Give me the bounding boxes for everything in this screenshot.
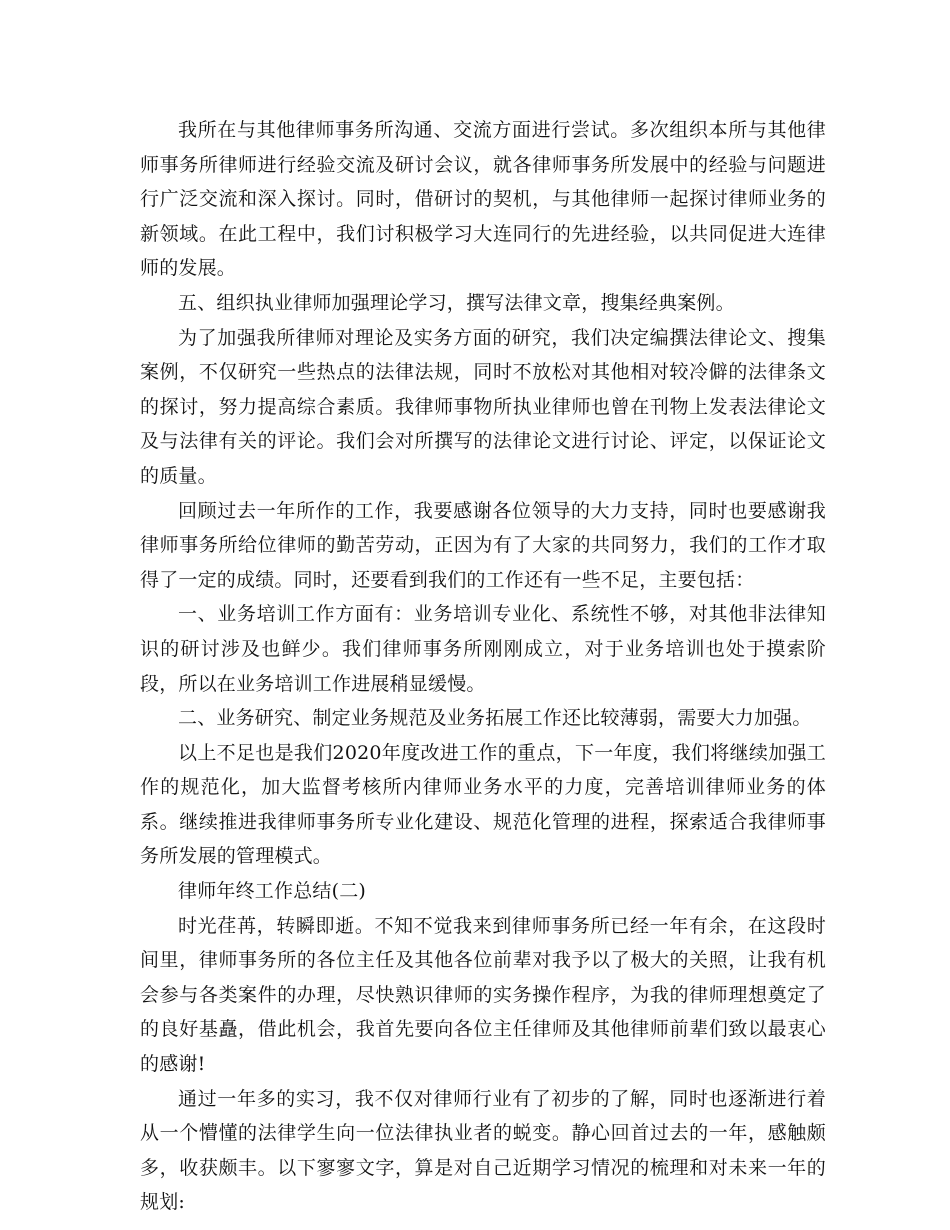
paragraph: 为了加强我所律师对理论及实务方面的研究，我们决定编撰法律论文、搜集案例，不仅研究一些热点的法律法规，同时不放松对其他相对较冷僻的法律条文的探讨，努力提高综合素质。我律师事物所执业律师也曾在刊物上发表法律论文及与法律有关的评论。我们会对所撰写的法律论文进行讨论、评定，以保证论文的质量。: [140, 326, 826, 487]
paragraph: 时光荏苒，转瞬即逝。不知不觉我来到律师事务所已经一年有余，在这段时间里，律师事务所的各位主任及其他各位前辈对我予以了极大的关照，让我有机会参与各类案件的办理，尽快熟识律师的实务操作程序，为我的律师理想奠定了的良好基矗，借此机会，我首先要向各位主任律师及其他律师前辈们致以最衷心的感谢!: [140, 914, 826, 1076]
paragraph: 以上不足也是我们2020年度改进工作的重点，下一年度，我们将继续加强工作的规范化，加大监督考核所内律师业务水平的力度，完善培训律师业务的体系。继续推进我律师事务所专业化建设、规范化管理的进程，探索适合我律师事务所发展的管理模式。: [140, 741, 826, 868]
paragraph: 我所在与其他律师事务所沟通、交流方面进行尝试。多次组织本所与其他律师事务所律师进行经验交流及研讨会议，就各律师事务所发展中的经验与问题进行广泛交流和深入探讨。同时，借研讨的契机，与其他律师一起探讨律师业务的新领域。在此工程中，我们讨积极学习大连同行的先进经验，以共同促进大连律师的发展。: [140, 119, 826, 280]
paragraph: 二、业务研究、制定业务规范及业务拓展工作还比较薄弱，需要大力加强。: [178, 707, 812, 730]
section-heading: 五、组织执业律师加强理论学习，撰写法律文章，搜集经典案例。: [178, 291, 735, 314]
paragraph: 一、业务培训工作方面有：业务培训专业化、系统性不够，对其他非法律知识的研讨涉及也鲜少。我们律师事务所刚刚成立，对于业务培训也处于摸索阶段，所以在业务培训工作进展稍显缓慢。: [140, 603, 826, 695]
paragraph: 通过一年多的实习，我不仅对律师行业有了初步的了解，同时也逐渐进行着从一个懵懂的法律学生向一位法律执业者的蜕变。静心回首过去的一年，感触颇多，收获颇丰。以下寥寥文字，算是对自己近期学习情况的梳理和对未来一年的规划:: [140, 1087, 826, 1214]
document-body: [140, 113, 826, 1220]
paragraph: 回顾过去一年所作的工作，我要感谢各位领导的大力支持，同时也要感谢我律师事务所给位律师的勤苦劳动，正因为有了大家的共同努力，我们的工作才取得了一定的成绩。同时，还要看到我们的工作还有一些不足，主要包括：: [140, 499, 826, 591]
document-subtitle: 律师年终工作总结(二): [178, 880, 367, 903]
